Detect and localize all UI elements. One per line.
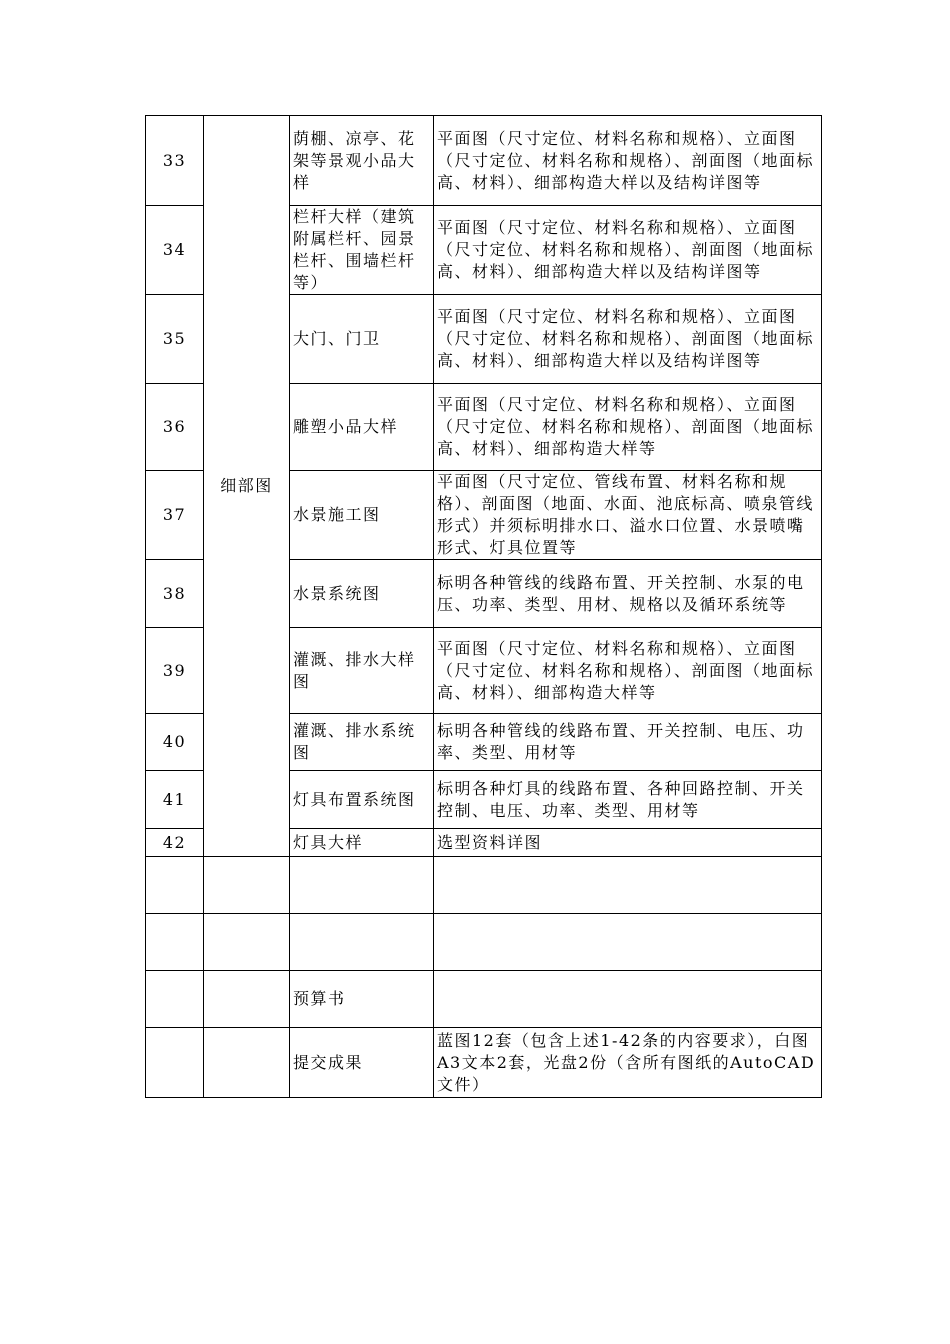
item-name: 灌溉、排水系统图 xyxy=(290,714,434,771)
table-row xyxy=(146,857,822,914)
item-name xyxy=(290,914,434,971)
item-name: 荫棚、凉亭、花架等景观小品大样 xyxy=(290,116,434,206)
table-row xyxy=(146,116,822,206)
item-name: 栏杆大样（建筑附属栏杆、园景栏杆、围墙栏杆等） xyxy=(290,206,434,295)
row-number xyxy=(146,1028,204,1098)
item-description: 平面图（尺寸定位、材料名称和规格）、立面图（尺寸定位、材料名称和规格）、剖面图（地面标高、材料）、细部构造大样等 xyxy=(434,628,822,714)
category-cell: 细部图 xyxy=(204,116,290,857)
row-number: 42 xyxy=(146,829,204,857)
row-number xyxy=(146,971,204,1028)
item-description: 平面图（尺寸定位、材料名称和规格）、立面图（尺寸定位、材料名称和规格）、剖面图（地面标高、材料）、细部构造大样以及结构详图等 xyxy=(434,116,822,206)
row-number: 35 xyxy=(146,295,204,384)
item-description: 标明各种管线的线路布置、开关控制、水泵的电压、功率、类型、用材、规格以及循环系统等 xyxy=(434,560,822,628)
table-row xyxy=(146,914,822,971)
table-row xyxy=(146,971,822,1028)
item-description: 标明各种管线的线路布置、开关控制、电压、功率、类型、用材等 xyxy=(434,714,822,771)
category-cell xyxy=(204,857,290,914)
row-number: 41 xyxy=(146,771,204,829)
category-cell xyxy=(204,971,290,1028)
item-description: 选型资料详图 xyxy=(434,829,822,857)
item-description: 标明各种灯具的线路布置、各种回路控制、开关控制、电压、功率、类型、用材等 xyxy=(434,771,822,829)
item-description: 蓝图12套（包含上述1-42条的内容要求），白图A3文本2套，光盘2份（含所有图纸的AutoCAD文件） xyxy=(434,1028,822,1098)
row-number: 33 xyxy=(146,116,204,206)
item-description: 平面图（尺寸定位、材料名称和规格）、立面图（尺寸定位、材料名称和规格）、剖面图（地面标高、材料）、细部构造大样等 xyxy=(434,384,822,471)
item-name: 预算书 xyxy=(290,971,434,1028)
row-number xyxy=(146,857,204,914)
deliverables-table xyxy=(145,115,822,1098)
item-name: 大门、门卫 xyxy=(290,295,434,384)
item-name: 灌溉、排水大样图 xyxy=(290,628,434,714)
item-name: 提交成果 xyxy=(290,1028,434,1098)
item-description: 平面图（尺寸定位、材料名称和规格）、立面图（尺寸定位、材料名称和规格）、剖面图（地面标高、材料）、细部构造大样以及结构详图等 xyxy=(434,206,822,295)
item-name: 雕塑小品大样 xyxy=(290,384,434,471)
item-description xyxy=(434,971,822,1028)
table-row xyxy=(146,1028,822,1098)
row-number: 40 xyxy=(146,714,204,771)
row-number: 39 xyxy=(146,628,204,714)
item-name: 水景施工图 xyxy=(290,471,434,560)
item-name: 灯具布置系统图 xyxy=(290,771,434,829)
row-number xyxy=(146,914,204,971)
row-number: 38 xyxy=(146,560,204,628)
item-description: 平面图（尺寸定位、管线布置、材料名称和规格）、剖面图（地面、水面、池底标高、喷泉管线形式）并须标明排水口、溢水口位置、水景喷嘴形式、灯具位置等 xyxy=(434,471,822,560)
category-cell xyxy=(204,914,290,971)
item-name xyxy=(290,857,434,914)
item-description xyxy=(434,914,822,971)
row-number: 34 xyxy=(146,206,204,295)
category-cell xyxy=(204,1028,290,1098)
item-description xyxy=(434,857,822,914)
item-description: 平面图（尺寸定位、材料名称和规格）、立面图（尺寸定位、材料名称和规格）、剖面图（地面标高、材料）、细部构造大样以及结构详图等 xyxy=(434,295,822,384)
row-number: 36 xyxy=(146,384,204,471)
item-name: 水景系统图 xyxy=(290,560,434,628)
row-number: 37 xyxy=(146,471,204,560)
item-name: 灯具大样 xyxy=(290,829,434,857)
